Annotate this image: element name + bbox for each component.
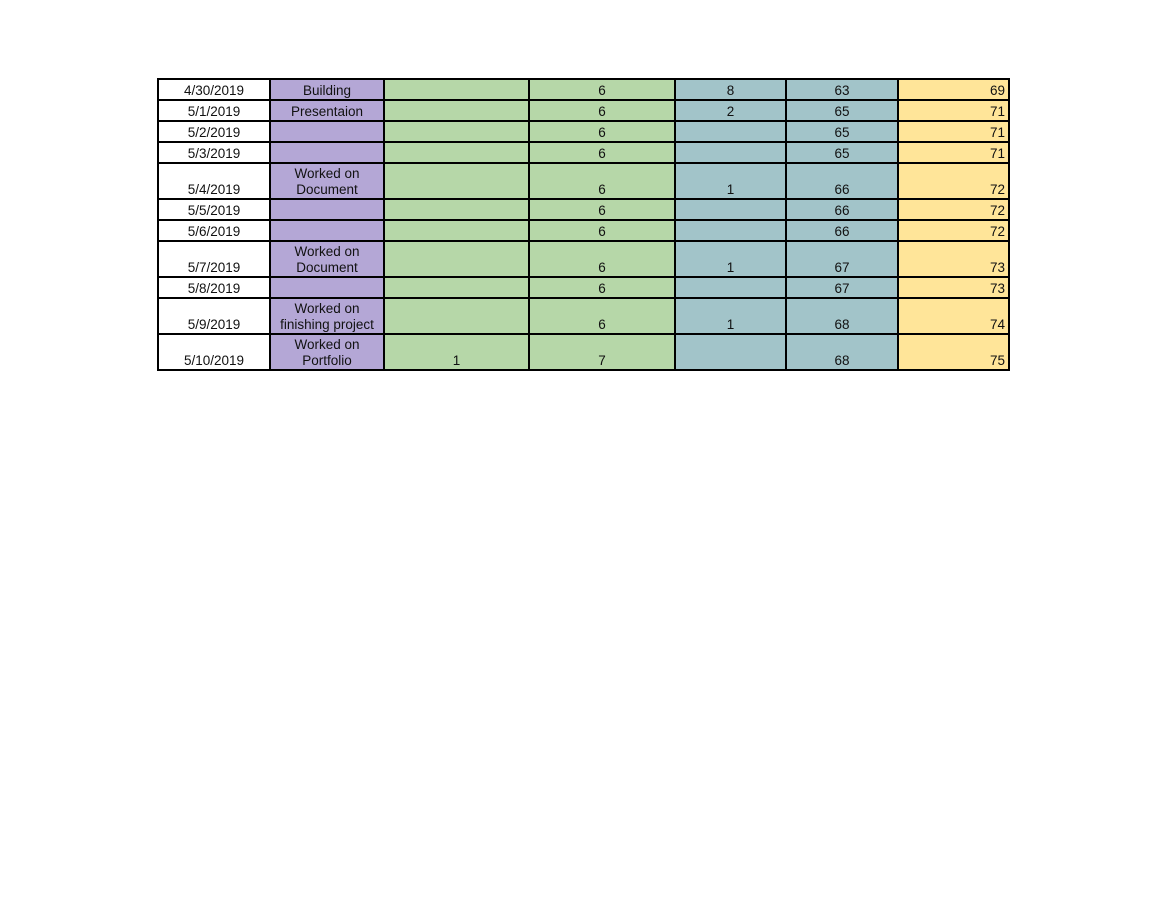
table-row	[158, 100, 1009, 121]
activity-line: Worked on	[294, 244, 360, 259]
table-row	[158, 241, 1009, 277]
teal-value-cell-1: 2	[675, 100, 786, 121]
green-value-cell-1	[384, 79, 529, 100]
table-row	[158, 298, 1009, 334]
teal-value-cell-2: 65	[786, 142, 898, 163]
teal-value-cell-1	[675, 220, 786, 241]
yellow-total-cell: 71	[898, 121, 1009, 142]
activity-cell	[270, 220, 384, 241]
teal-value-cell-2: 68	[786, 334, 898, 370]
green-value-cell-2: 6	[529, 199, 675, 220]
activity-line: Building	[302, 83, 352, 98]
date-cell: 5/7/2019	[158, 241, 270, 277]
date-cell: 5/3/2019	[158, 142, 270, 163]
teal-value-cell-2: 66	[786, 163, 898, 199]
teal-value-cell-2: 67	[786, 241, 898, 277]
activity-cell	[270, 121, 384, 142]
green-value-cell-1	[384, 277, 529, 298]
hours-log-body	[158, 79, 1009, 370]
teal-value-cell-2: 65	[786, 100, 898, 121]
activity-line: finishing project	[280, 317, 374, 332]
activity-cell	[270, 100, 384, 121]
teal-value-cell-2: 65	[786, 121, 898, 142]
teal-value-cell-2: 68	[786, 298, 898, 334]
date-cell: 5/6/2019	[158, 220, 270, 241]
green-value-cell-1	[384, 241, 529, 277]
green-value-cell-2: 6	[529, 298, 675, 334]
table-row	[158, 163, 1009, 199]
activity-cell	[270, 199, 384, 220]
teal-value-cell-1	[675, 334, 786, 370]
green-value-cell-1: 1	[384, 334, 529, 370]
activity-line: Document	[296, 182, 358, 197]
activity-line: Portfolio	[302, 353, 352, 368]
activity-line: Worked on	[294, 301, 360, 316]
activity-cell	[270, 241, 384, 277]
yellow-total-cell: 71	[898, 142, 1009, 163]
green-value-cell-1	[384, 142, 529, 163]
green-value-cell-1	[384, 100, 529, 121]
activity-cell	[270, 334, 384, 370]
table-row	[158, 220, 1009, 241]
activity-cell	[270, 142, 384, 163]
yellow-total-cell: 75	[898, 334, 1009, 370]
yellow-total-cell: 73	[898, 277, 1009, 298]
green-value-cell-2: 6	[529, 220, 675, 241]
green-value-cell-2: 6	[529, 163, 675, 199]
activity-line: Document	[296, 260, 358, 275]
teal-value-cell-2: 67	[786, 277, 898, 298]
table-row	[158, 334, 1009, 370]
date-cell: 5/9/2019	[158, 298, 270, 334]
date-cell: 5/5/2019	[158, 199, 270, 220]
teal-value-cell-1	[675, 199, 786, 220]
green-value-cell-1	[384, 121, 529, 142]
green-value-cell-2: 6	[529, 277, 675, 298]
teal-value-cell-2: 66	[786, 199, 898, 220]
green-value-cell-2: 6	[529, 241, 675, 277]
activity-cell	[270, 79, 384, 100]
teal-value-cell-2: 63	[786, 79, 898, 100]
green-value-cell-1	[384, 199, 529, 220]
yellow-total-cell: 72	[898, 163, 1009, 199]
table-row	[158, 121, 1009, 142]
table-row	[158, 199, 1009, 220]
teal-value-cell-1	[675, 121, 786, 142]
date-cell: 5/2/2019	[158, 121, 270, 142]
green-value-cell-2: 6	[529, 121, 675, 142]
yellow-total-cell: 69	[898, 79, 1009, 100]
yellow-total-cell: 73	[898, 241, 1009, 277]
date-cell: 5/10/2019	[158, 334, 270, 370]
teal-value-cell-1: 1	[675, 241, 786, 277]
green-value-cell-2: 6	[529, 142, 675, 163]
date-cell: 4/30/2019	[158, 79, 270, 100]
activity-line: Worked on	[294, 166, 360, 181]
yellow-total-cell: 71	[898, 100, 1009, 121]
table-row	[158, 142, 1009, 163]
teal-value-cell-1	[675, 142, 786, 163]
teal-value-cell-2: 66	[786, 220, 898, 241]
activity-cell	[270, 277, 384, 298]
date-cell: 5/8/2019	[158, 277, 270, 298]
hours-log-table	[157, 78, 1010, 371]
green-value-cell-1	[384, 163, 529, 199]
table-row	[158, 79, 1009, 100]
teal-value-cell-1: 1	[675, 298, 786, 334]
date-cell: 5/4/2019	[158, 163, 270, 199]
green-value-cell-2: 6	[529, 100, 675, 121]
table-row	[158, 277, 1009, 298]
activity-cell	[270, 163, 384, 199]
teal-value-cell-1: 1	[675, 163, 786, 199]
green-value-cell-2: 7	[529, 334, 675, 370]
yellow-total-cell: 72	[898, 199, 1009, 220]
yellow-total-cell: 74	[898, 298, 1009, 334]
activity-line: Presentaion	[290, 104, 364, 119]
green-value-cell-1	[384, 298, 529, 334]
teal-value-cell-1	[675, 277, 786, 298]
activity-cell	[270, 298, 384, 334]
green-value-cell-2: 6	[529, 79, 675, 100]
yellow-total-cell: 72	[898, 220, 1009, 241]
teal-value-cell-1: 8	[675, 79, 786, 100]
date-cell: 5/1/2019	[158, 100, 270, 121]
activity-line: Worked on	[294, 337, 360, 352]
green-value-cell-1	[384, 220, 529, 241]
